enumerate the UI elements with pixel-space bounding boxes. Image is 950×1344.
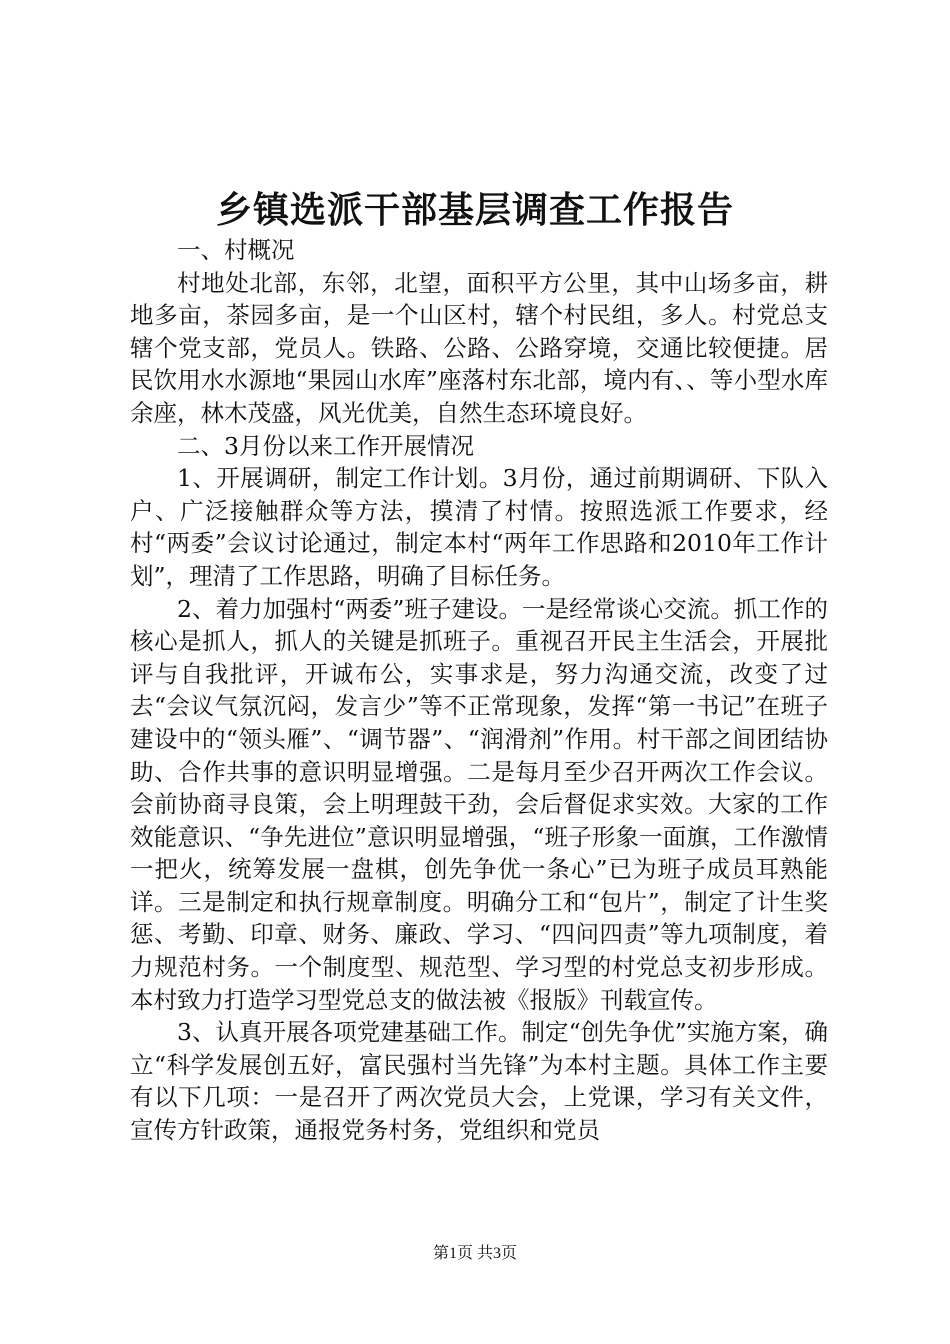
document-body xyxy=(130,234,828,1147)
body-paragraph: 3、认真开展各项党建基础工作。制定“创先争优”实施方案，确立“科学发展创五好，富民强村当先锋”为本村主题。具体工作主要有以下几项：一是召开了两次党员大会，上党课，学习有关文件，宣传方针政策，通报党务村务，党组织和党员 xyxy=(130,1018,828,1145)
section-heading: 二、3月份以来工作开展情况 xyxy=(177,431,474,460)
page-footer: 第1页 共3页 xyxy=(432,1245,517,1262)
body-paragraph: 2、着力加强村“两委”班子建设。一是经常谈心交流。抓工作的核心是抓人，抓人的关键是抓班子。重视召开民主生活会，开展批评与自我批评，开诚布公，实事求是，努力沟通交流，改变了过去“会议气氛沉闷，发言少”等不正常现象，发挥“第一书记”在班子建设中的“领头雁”、“调节器”、“润滑剂”作用。村干部之间团结协助、合作共事的意识明显增强。二是每月至少召开两次工作会议。会前协商寻良策，会上明理鼓干劲，会后督促求实效。大家的工作效能意识、“争先进位”意识明显增强，“班子形象一面旗，工作激情一把火，统筹发展一盘棋，创先争优一条心”已为班子成员耳熟能详。三是制定和执行规章制度。明确分工和“包片”，制定了计生奖惩、考勤、印章、财务、廉政、学习、“四问四责”等九项制度，着力规范村务。一个制度型、规范型、学习型的村党总支初步形成。本村致力打造学习型党总支的做法被《报版》刊载宣传。 xyxy=(130,594,828,1014)
body-paragraph: 村地处北部，东邻，北望，面积平方公里，其中山场多亩，耕地多亩，茶园多亩，是一个山区村，辖个村民组，多人。村党总支辖个党支部，党员人。铁路、公路、公路穿境，交通比较便捷。居民饮用水水源地“果园山水库”座落村东北部，境内有、、等小型水库余座，林木茂盛，风光优美，自然生态环境良好。 xyxy=(130,268,828,427)
body-paragraph: 1、开展调研，制定工作计划。3月份，通过前期调研、下队入户、广泛接触群众等方法，摸清了村情。按照选派工作要求，经村“两委”会议讨论通过，制定本村“两年工作思路和2010年工作计划”，理清了工作思路，明确了目标任务。 xyxy=(130,464,828,590)
section-heading: 一、村概况 xyxy=(177,236,295,264)
document-title: 乡镇选派干部基层调查工作报告 xyxy=(215,189,734,231)
